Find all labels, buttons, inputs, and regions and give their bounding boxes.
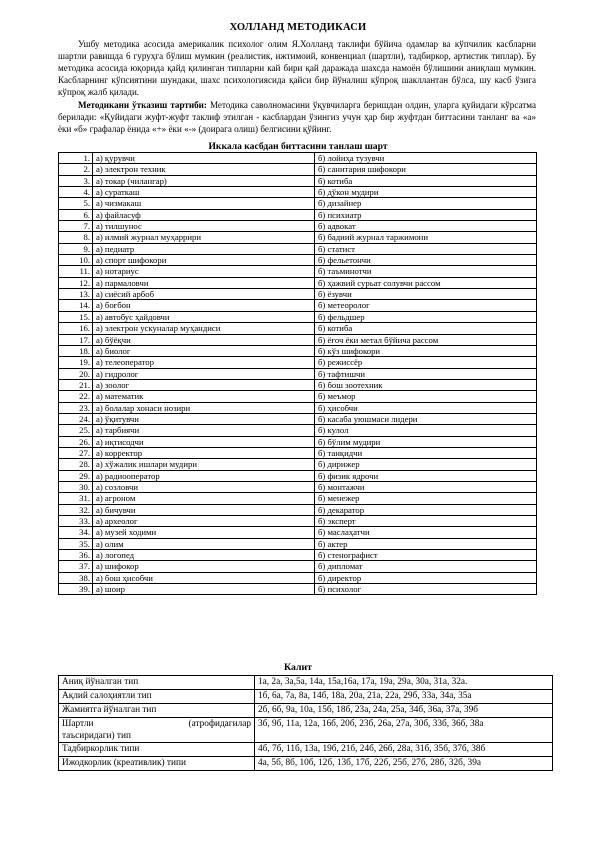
- table-title: Иккала касбдан биттасини танлаш шарт: [208, 141, 388, 152]
- pair-number: 28.: [59, 459, 93, 470]
- option-a: а) токар (чилангар): [93, 175, 315, 186]
- table-row: [59, 311, 537, 322]
- pair-number: 7.: [59, 221, 93, 232]
- option-a: а) бўёқчи: [93, 334, 315, 345]
- pair-number: 26.: [59, 436, 93, 447]
- table-row: [59, 572, 537, 583]
- pair-number: 5.: [59, 198, 93, 209]
- option-a: а) файласуф: [93, 209, 315, 220]
- instruction-heading: Методикани ўтказиш тартиби:: [78, 100, 207, 110]
- table-row: [59, 289, 537, 300]
- option-a: а) илмий журнал муҳаррири: [93, 232, 315, 243]
- option-a: а) корректор: [93, 447, 315, 458]
- option-b: б) статист: [315, 243, 537, 254]
- table-row: [59, 481, 537, 492]
- pair-number: 17.: [59, 334, 93, 345]
- option-a: а) электрон ускуналар муҳандиси: [93, 323, 315, 334]
- pair-number: 32.: [59, 504, 93, 515]
- table-row: [59, 153, 537, 164]
- instruction-text: Методика саволномасини ўқувчиларга беришдан олдин, уларга қуйидаги кўрсатма берилади: «Қуйидаги жуфт-жуфт таклиф этилган - касблардан ўзингиз учун ҳар бир жуфтдан биттасини танланг ва «а» ёки «б» графалар ёнида «+» ёки «-» (доирага олиш) белгисини қўйинг.: [58, 100, 537, 135]
- key-type: Тадбиркорлик типи: [59, 743, 255, 757]
- table-row: [59, 459, 537, 470]
- option-a: а) олим: [93, 538, 315, 549]
- option-a: а) иқтисодчи: [93, 436, 315, 447]
- table-row: [59, 334, 537, 345]
- pair-number: 15.: [59, 311, 93, 322]
- table-row: [59, 413, 537, 424]
- key-type-line: Шартли: [62, 719, 94, 729]
- key-answers: 4б, 7б, 11б, 13а, 19б, 21б, 24б, 26б, 28а, 31б, 35б, 37б, 38б: [255, 743, 553, 757]
- table-row: [59, 425, 537, 436]
- option-b: б) тафтишчи: [315, 368, 537, 379]
- table-row: [59, 221, 537, 232]
- option-a: а) сураткаш: [93, 187, 315, 198]
- option-b: б) дипломат: [315, 561, 537, 572]
- option-a: а) шифокор: [93, 561, 315, 572]
- table-row: [59, 323, 537, 334]
- option-b: б) ҳажвий сурьат солувчи рассом: [315, 277, 537, 288]
- pair-number: 25.: [59, 425, 93, 436]
- option-a: а) автобус ҳайдовчи: [93, 311, 315, 322]
- table-row: [59, 175, 537, 186]
- option-b: б) маслаҳатчи: [315, 527, 537, 538]
- key-type: Аниқ йўналган тип: [59, 676, 255, 690]
- pair-number: 4.: [59, 187, 93, 198]
- pair-number: 23.: [59, 402, 93, 413]
- option-a: а) спорт шифокори: [93, 255, 315, 266]
- pair-number: 31.: [59, 493, 93, 504]
- key-row: [59, 676, 553, 690]
- option-b: б) физик ядрочи: [315, 470, 537, 481]
- intro-paragraph: Ушбу методика асосида америкалик психолог олим Я.Холланд таклифи бўйича одамлар ва кўпчилик касбларни шартли равишда 6 гуруҳга бўлиш мумкин (реалистик, ижтимоий, конвенциал (шартли), тадбиркор, артистик типлар). Бу методика асосида юқорида қайд қилинган типларни кай бири қай даражада шахсда намоён бўлишини аниқлаш мумкин. Касбларнинг кўпсиятини шундаки, шахс психологиясида қайси бир йўналиш кўпроқ шакллантан бўлса, шу касб ўзига кўпроқ жалб қилади.: [58, 39, 536, 98]
- option-b: б) ҳисобчи: [315, 402, 537, 413]
- key-type: Ақлий салоҳиятли тип: [59, 690, 255, 704]
- option-a: а) радиооператор: [93, 470, 315, 481]
- table-row: [59, 368, 537, 379]
- table-row: [59, 277, 537, 288]
- key-title: Калит: [284, 662, 312, 673]
- option-a: а) шоир: [93, 584, 315, 595]
- key-answers: 1б, 6а, 7а, 8а, 14б, 18а, 20а, 21а, 22а, 29б, 33а, 34а, 35а: [255, 690, 553, 704]
- option-a: а) чизмакаш: [93, 198, 315, 209]
- option-a: а) пармаловчи: [93, 277, 315, 288]
- option-b: б) кўз шифокори: [315, 345, 537, 356]
- option-a: а) болалар хонаси нозири: [93, 402, 315, 413]
- pair-number: 21.: [59, 379, 93, 390]
- pair-number: 39.: [59, 584, 93, 595]
- option-a: а) созловчи: [93, 481, 315, 492]
- option-a: а) телеоператор: [93, 357, 315, 368]
- key-answers: 3б, 9б, 11а, 12а, 16б, 20б, 23б, 26а, 27а, 30б, 33б, 36б, 38а: [255, 718, 553, 743]
- pair-number: 37.: [59, 561, 93, 572]
- option-a: а) қурувчи: [93, 153, 315, 164]
- table-row: [59, 345, 537, 356]
- table-row: [59, 243, 537, 254]
- pair-number: 11.: [59, 266, 93, 277]
- option-b: б) декаратор: [315, 504, 537, 515]
- profession-pairs-table: [58, 152, 537, 595]
- key-type: Ижодкорлик (креативлик) типи: [59, 757, 255, 771]
- option-b: б) таъминотчи: [315, 266, 537, 277]
- option-b: б) фельетончи: [315, 255, 537, 266]
- document-title: ХОЛЛАНД МЕТОДИКАСИ: [229, 22, 367, 33]
- table-row: [59, 402, 537, 413]
- table-row: [59, 232, 537, 243]
- pair-number: 29.: [59, 470, 93, 481]
- table-row: [59, 357, 537, 368]
- answer-key-body: [59, 676, 553, 771]
- instruction-paragraph: [58, 99, 536, 135]
- pair-number: 2.: [59, 164, 93, 175]
- profession-pairs-body: [59, 153, 537, 595]
- option-b: б) психолог: [315, 584, 537, 595]
- option-b: б) ёғоч ёки метал бўйича рассом: [315, 334, 537, 345]
- option-a: а) биолог: [93, 345, 315, 356]
- key-row: [59, 704, 553, 718]
- option-a: а) боғбон: [93, 300, 315, 311]
- option-b: б) дизайнер: [315, 198, 537, 209]
- option-b: б) менежер: [315, 493, 537, 504]
- option-b: б) адвокат: [315, 221, 537, 232]
- pair-number: 19.: [59, 357, 93, 368]
- table-row: [59, 391, 537, 402]
- option-a: а) бичувчи: [93, 504, 315, 515]
- option-b: б) психиатр: [315, 209, 537, 220]
- pair-number: 36.: [59, 550, 93, 561]
- table-row: [59, 504, 537, 515]
- table-row: [59, 266, 537, 277]
- answer-key-table: [58, 675, 553, 771]
- pair-number: 34.: [59, 527, 93, 538]
- option-b: б) дирижер: [315, 459, 537, 470]
- option-b: б) эксперт: [315, 516, 537, 527]
- option-b: б) стенографист: [315, 550, 537, 561]
- table-row: [59, 550, 537, 561]
- key-answers: 4а, 5б, 8б, 10б, 12б, 13б, 17б, 22б, 25б, 27б, 28б, 32б, 39а: [255, 757, 553, 771]
- key-type-line: (атрофидагилар: [188, 719, 251, 729]
- option-a: а) сиёсий арбоб: [93, 289, 315, 300]
- key-row: [59, 757, 553, 771]
- key-answers: 2б, 6б, 9а, 10а, 15б, 18б, 23а, 24а, 25а, 34б, 36а, 37а, 39б: [255, 704, 553, 718]
- key-type: Жамиятга йўналган тип: [59, 704, 255, 718]
- table-row: [59, 187, 537, 198]
- option-b: б) санитария шифокори: [315, 164, 537, 175]
- option-a: а) педиатр: [93, 243, 315, 254]
- option-a: а) археолог: [93, 516, 315, 527]
- option-b: б) актер: [315, 538, 537, 549]
- pair-number: 30.: [59, 481, 93, 492]
- pair-number: 38.: [59, 572, 93, 583]
- table-row: [59, 538, 537, 549]
- option-b: б) метеоролог: [315, 300, 537, 311]
- pair-number: 14.: [59, 300, 93, 311]
- option-b: б) танқидчи: [315, 447, 537, 458]
- table-row: [59, 255, 537, 266]
- option-a: а) гидролог: [93, 368, 315, 379]
- pair-number: 3.: [59, 175, 93, 186]
- pair-number: 18.: [59, 345, 93, 356]
- table-row: [59, 493, 537, 504]
- pair-number: 12.: [59, 277, 93, 288]
- option-b: б) фельдшер: [315, 311, 537, 322]
- table-row: [59, 164, 537, 175]
- option-a: а) логопед: [93, 550, 315, 561]
- option-a: а) музей ходими: [93, 527, 315, 538]
- pair-number: 13.: [59, 289, 93, 300]
- pair-number: 9.: [59, 243, 93, 254]
- pair-number: 35.: [59, 538, 93, 549]
- option-b: б) котиба: [315, 175, 537, 186]
- option-b: б) лойиҳа тузувчи: [315, 153, 537, 164]
- table-row: [59, 561, 537, 572]
- option-b: б) директор: [315, 572, 537, 583]
- pair-number: 33.: [59, 516, 93, 527]
- key-type: [59, 718, 255, 743]
- option-a: а) тилшунос: [93, 221, 315, 232]
- table-row: [59, 447, 537, 458]
- option-b: б) бош зоотехник: [315, 379, 537, 390]
- option-b: б) кулол: [315, 425, 537, 436]
- pair-number: 27.: [59, 447, 93, 458]
- option-b: б) меъмор: [315, 391, 537, 402]
- table-row: [59, 470, 537, 481]
- key-answers: 1а, 2а, 3а,5а, 14а, 15а,16а, 17а, 19а, 29а, 30а, 31а, 32а.: [255, 676, 553, 690]
- pair-number: 6.: [59, 209, 93, 220]
- table-row: [59, 516, 537, 527]
- pair-number: 16.: [59, 323, 93, 334]
- option-b: б) ёзувчи: [315, 289, 537, 300]
- pair-number: 22.: [59, 391, 93, 402]
- table-row: [59, 300, 537, 311]
- option-a: а) ўқитувчи: [93, 413, 315, 424]
- key-type-line: таъсиридаги) тип: [62, 731, 131, 741]
- pair-number: 24.: [59, 413, 93, 424]
- option-b: б) котиба: [315, 323, 537, 334]
- table-row: [59, 379, 537, 390]
- table-row: [59, 209, 537, 220]
- option-b: б) бўлим мудири: [315, 436, 537, 447]
- table-row: [59, 527, 537, 538]
- option-a: а) математик: [93, 391, 315, 402]
- option-a: а) бош ҳисобчи: [93, 572, 315, 583]
- pair-number: 10.: [59, 255, 93, 266]
- option-a: а) нотариус: [93, 266, 315, 277]
- option-a: а) электрон техник: [93, 164, 315, 175]
- option-b: б) режиссёр: [315, 357, 537, 368]
- key-row: [59, 718, 553, 743]
- option-a: а) хўжалик ишлари мудири: [93, 459, 315, 470]
- option-a: а) тарбиячи: [93, 425, 315, 436]
- key-row: [59, 690, 553, 704]
- pair-number: 20.: [59, 368, 93, 379]
- option-b: б) касаба уюшмаси лидери: [315, 413, 537, 424]
- table-row: [59, 584, 537, 595]
- option-b: б) дўкон мудири: [315, 187, 537, 198]
- pair-number: 1.: [59, 153, 93, 164]
- option-a: а) агроном: [93, 493, 315, 504]
- key-row: [59, 743, 553, 757]
- table-row: [59, 198, 537, 209]
- option-a: а) зоолог: [93, 379, 315, 390]
- table-row: [59, 436, 537, 447]
- option-b: б) бадиий журнал таржимони: [315, 232, 537, 243]
- pair-number: 8.: [59, 232, 93, 243]
- option-b: б) монтажчи: [315, 481, 537, 492]
